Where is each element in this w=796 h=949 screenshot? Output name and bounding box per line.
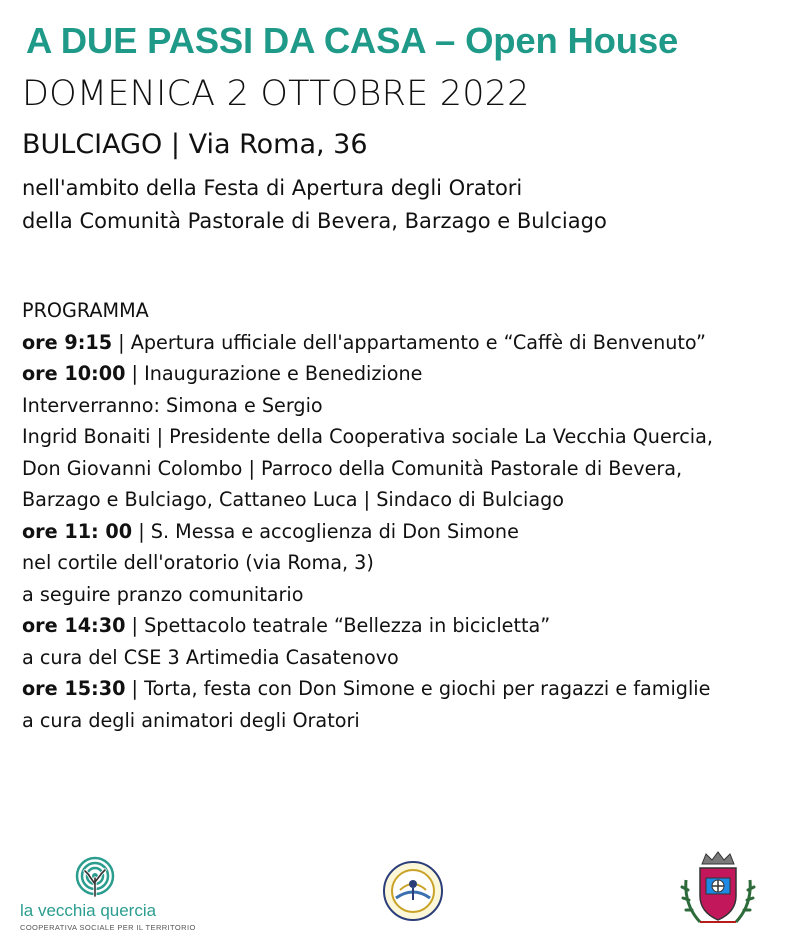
program-section	[22, 295, 792, 736]
coat-of-arms-icon	[678, 850, 758, 932]
program-line	[22, 579, 792, 611]
program-text: nel cortile dell'oratorio (via Roma, 3)	[22, 551, 374, 574]
pastoral-community-seal	[382, 860, 444, 922]
program-time: ore 15:30	[22, 677, 126, 700]
program-text: Interverranno: Simona e Sergio	[22, 393, 323, 417]
program-line	[22, 547, 792, 579]
event-title: A DUE PASSI DA CASA – Open House	[26, 20, 679, 61]
program-line	[22, 610, 792, 642]
program-text: a seguire pranzo comunitario	[22, 582, 304, 606]
context-line-1: nell'ambito della Festa di Apertura degli Oratori	[22, 176, 523, 200]
logo-name: la vecchia quercia	[20, 901, 157, 920]
program-line	[22, 673, 792, 705]
program-line	[22, 705, 792, 737]
program-line	[22, 516, 792, 548]
vecchia-quercia-logo	[20, 856, 196, 936]
program-time: ore 10:00	[22, 362, 126, 385]
program-time: ore 11: 00	[22, 519, 133, 543]
program-line	[22, 390, 792, 422]
program-line	[22, 484, 792, 516]
program-line	[22, 421, 792, 453]
program-heading: PROGRAMMA	[22, 299, 149, 322]
logo-subtitle: COOPERATIVA SOCIALE PER IL TERRITORIO	[20, 923, 196, 932]
program-text: | Inaugurazione e Benedizione	[125, 362, 423, 385]
event-place: BULCIAGO | Via Roma, 36	[22, 129, 368, 160]
program-time: ore 9:15	[22, 330, 113, 354]
program-text: Ingrid Bonaiti | Presidente della Cooperativa sociale La Vecchia Quercia,	[22, 425, 713, 448]
bulciago-coat-of-arms	[678, 850, 758, 932]
program-line	[22, 642, 792, 674]
program-text: | Spettacolo teatrale “Bellezza in bicicletta”	[125, 614, 551, 637]
program-time: ore 14:30	[22, 614, 126, 637]
program-text: a cura degli animatori degli Oratori	[22, 708, 360, 732]
program-text: | Torta, festa con Don Simone e giochi per ragazzi e famiglie	[125, 677, 711, 700]
seal-icon	[382, 860, 444, 922]
event-date: DOMENICA 2 OTTOBRE 2022	[22, 74, 530, 114]
program-text: a cura del CSE 3 Artimedia Casatenovo	[22, 645, 399, 669]
program-text: Barzago e Bulciago, Cattaneo Luca | Sindaco di Bulciago	[22, 488, 565, 511]
program-text: Don Giovanni Colombo | Parroco della Comunità Pastorale di Bevera,	[22, 456, 683, 480]
program-text: | Apertura ufficiale dell'appartamento e “Caffè di Benvenuto”	[112, 330, 706, 354]
context-line-2: della Comunità Pastorale di Bevera, Barzago e Bulciago	[22, 209, 607, 233]
program-line	[22, 358, 792, 390]
program-line	[22, 453, 792, 485]
program-line	[22, 327, 792, 359]
tree-icon	[75, 856, 115, 898]
program-text: | S. Messa e accoglienza di Don Simone	[132, 519, 519, 543]
event-context	[22, 172, 782, 238]
